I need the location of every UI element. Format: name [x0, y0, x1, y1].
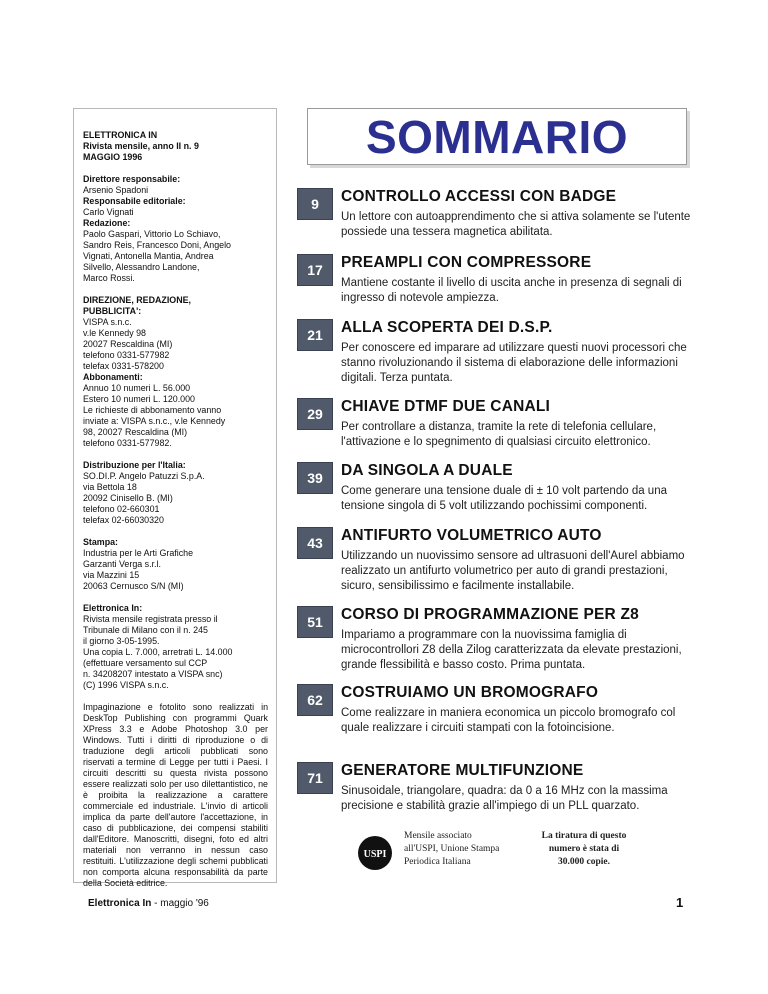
print-run-line: 30.000 copie.: [558, 857, 610, 867]
staff-block: [83, 174, 268, 284]
title-box: [307, 108, 687, 165]
article-title[interactable]: GENERATORE MULTIFUNZIONE: [341, 762, 584, 779]
redazione-line: Paolo Gaspari, Vittorio Lo Schiavo,: [83, 229, 221, 239]
abbonamenti-line: Annuo 10 numeri L. 56.000: [83, 383, 191, 393]
distribuzione-line: telefono 02-660301: [83, 504, 160, 514]
masthead-panel: [73, 108, 277, 888]
responsabile-label: Responsabile editoriale:: [83, 196, 186, 206]
page-number-badge: 9: [297, 188, 333, 220]
article-title[interactable]: ANTIFURTO VOLUMETRICO AUTO: [341, 527, 602, 544]
abbonamenti-line: inviate a: VISPA s.n.c., v.le Kennedy: [83, 416, 226, 426]
footer-date: - maggio '96: [151, 898, 209, 909]
direzione-line: telefax 0331-578200: [83, 361, 164, 371]
uspi-line: Periodica Italiana: [404, 857, 471, 867]
article-title[interactable]: CORSO DI PROGRAMMAZIONE PER Z8: [341, 606, 639, 623]
article-title[interactable]: CONTROLLO ACCESSI CON BADGE: [341, 188, 617, 205]
stampa-line: Garzanti Verga s.r.l.: [83, 559, 161, 569]
direzione-line: v.le Kennedy 98: [83, 328, 146, 338]
registration-line: (effettuare versamento sul CCP: [83, 658, 208, 668]
page-title: SOMMARIO: [365, 110, 629, 163]
uspi-line: Mensile associato: [404, 831, 472, 841]
uspi-line: all'USPI, Unione Stampa: [404, 844, 500, 854]
article-description: Per conoscere ed imparare ad utilizzare questi nuovi processori che stanno rivoluzionando il sistema di elaborazione delle informazioni digitali. Terza puntata.: [341, 342, 687, 384]
direttore-name: Arsenio Spadoni: [83, 185, 149, 195]
distribuzione-line: SO.DI.P. Angelo Patuzzi S.p.A.: [83, 471, 205, 481]
registration-line: Una copia L. 7.000, arretrati L. 14.000: [83, 647, 233, 657]
stampa-line: via Mazzini 15: [83, 570, 140, 580]
masthead-header: [83, 130, 268, 163]
distribuzione-line: via Bettola 18: [83, 482, 137, 492]
uspi-logo-icon: [357, 835, 393, 871]
magazine-issue: Rivista mensile, anno II n. 9: [83, 141, 199, 151]
registration-block: [83, 603, 268, 691]
redazione-line: Vignati, Antonella Mantia, Andrea: [83, 251, 214, 261]
legal-notice: [83, 702, 268, 889]
distribuzione-label: Distribuzione per l'Italia:: [83, 460, 186, 470]
article-description: Impariamo a programmare con la nuovissima famiglia di microcontrollori Z8 della Zilog caratterizzata da elevate prestazioni, grande flessibilità e basso costo. Prima puntata.: [341, 629, 682, 671]
registration-line: (C) 1996 VISPA s.n.c.: [83, 680, 169, 690]
direzione-line: telefono 0331-577982: [83, 350, 170, 360]
uspi-text: [404, 830, 499, 869]
magazine-date: MAGGIO 1996: [83, 152, 143, 162]
legal-notice-text: Impaginazione e fotolito sono realizzati in DeskTop Publishing con programmi Quark XPress 3.3 e Adobe Photoshop 3.0 per Windows. Tutti i diritti di riproduzione o di traduzione degli articoli pubblicati sono riservati a termine di Legge per tutti i Paesi. I circuiti descritti su questa rivista possono essere realizzati solo per uso dilettantistico, ne è proibita la realizzazione a carattere commerciale ed industriale. L'invio di articoli implica da parte dell'autore l'accettazione, in caso di pubblicazione, dei compensi stabiliti dall'Editore. Manoscritti, disegni, foto ed altri materiali non verranno in nessun caso restituiti. L'utilizzazione degli schemi pubblicati non comporta alcuna responsabilità da parte della Società editrice.: [83, 702, 268, 888]
footer-brand: Elettronica In: [88, 898, 152, 909]
page-number-badge: 17: [297, 254, 333, 286]
abbonamenti-line: 98, 20027 Rescaldina (MI): [83, 427, 188, 437]
page-number-badge: 51: [297, 606, 333, 638]
article-title[interactable]: COSTRUIAMO UN BROMOGRAFO: [341, 684, 599, 701]
direttore-label: Direttore responsabile:: [83, 174, 181, 184]
stampa-line: Industria per le Arti Grafiche: [83, 548, 194, 558]
print-run-line: numero è stata di: [548, 844, 620, 854]
print-run-line: La tiratura di questo: [541, 831, 627, 841]
article-description: Un lettore con autoapprendimento che si attiva solamente se l'utente possiede una tessera magnetica abilitata.: [341, 211, 691, 238]
uspi-logo-text: USPI: [363, 849, 387, 860]
article-description: Mantiene costante il livello di uscita anche in presenza di segnali di ingresso di notevole ampiezza.: [341, 277, 682, 304]
article-title[interactable]: CHIAVE DTMF DUE CANALI: [341, 398, 551, 415]
registration-line: n. 34208207 intestato a VISPA snc): [83, 669, 223, 679]
article-title[interactable]: ALLA SCOPERTA DEI D.S.P.: [341, 319, 553, 336]
article-description: Utilizzando un nuovissimo sensore ad ultrasuoni dell'Aurel abbiamo realizzato un antifurto volumetrico per auto di grandi prestazioni, sicuro, sensibilissimo e facilmente installabile.: [341, 550, 685, 592]
print-run-note: [529, 830, 639, 869]
registration-line: Rivista mensile registrata presso il: [83, 614, 218, 624]
registration-line: il giorno 3-05-1995.: [83, 636, 160, 646]
abbonamenti-line: Le richieste di abbonamento vanno: [83, 405, 222, 415]
article-description: Per controllare a distanza, tramite la rete di telefonia cellulare, l'attivazione e lo spegnimento di qualsiasi circuito elettronico.: [341, 421, 657, 448]
magazine-name: ELETTRONICA IN: [83, 130, 158, 140]
distribuzione-block: [83, 460, 268, 526]
page-number-badge: 39: [297, 462, 333, 494]
uspi-block: [357, 830, 657, 878]
direzione-block: [83, 295, 268, 449]
page-number-badge: 21: [297, 319, 333, 351]
article-description: Come realizzare in maniera economica un piccolo bromografo col quale realizzare i circuiti stampati con la fotoincisione.: [341, 707, 676, 734]
direzione-label: PUBBLICITA':: [83, 306, 142, 316]
redazione-line: Marco Rossi.: [83, 273, 135, 283]
page-number-badge: 29: [297, 398, 333, 430]
page-number: 1: [676, 895, 684, 910]
redazione-label: Redazione:: [83, 218, 131, 228]
abbonamenti-line: Estero 10 numeri L. 120.000: [83, 394, 195, 404]
stampa-line: 20063 Cernusco S/N (MI): [83, 581, 184, 591]
direzione-label: DIREZIONE, REDAZIONE,: [83, 295, 191, 305]
direzione-line: VISPA s.n.c.: [83, 317, 132, 327]
abbonamenti-line: telefono 0331-577982.: [83, 438, 172, 448]
distribuzione-line: telefax 02-66030320: [83, 515, 164, 525]
responsabile-name: Carlo Vignati: [83, 207, 134, 217]
article-title[interactable]: PREAMPLI CON COMPRESSORE: [341, 254, 592, 271]
page-number-badge: 71: [297, 762, 333, 794]
distribuzione-line: 20092 Cinisello B. (MI): [83, 493, 173, 503]
page-number-badge: 62: [297, 684, 333, 716]
footer-credit: [88, 898, 209, 909]
article-title[interactable]: DA SINGOLA A DUALE: [341, 462, 513, 479]
article-description: Come generare una tensione duale di ± 10 volt partendo da una tensione singola di 5 volt utilizzando pochissimi componenti.: [341, 485, 667, 512]
redazione-line: Silvello, Alessandro Landone,: [83, 262, 200, 272]
elettronica-label: Elettronica In:: [83, 603, 143, 613]
stampa-label: Stampa:: [83, 537, 119, 547]
registration-line: Tribunale di Milano con il n. 245: [83, 625, 208, 635]
abbonamenti-label: Abbonamenti:: [83, 372, 143, 382]
page-number-badge: 43: [297, 527, 333, 559]
redazione-line: Sandro Reis, Francesco Doni, Angelo: [83, 240, 231, 250]
direzione-line: 20027 Rescaldina (MI): [83, 339, 173, 349]
stampa-block: [83, 537, 268, 592]
article-description: Sinusoidale, triangolare, quadra: da 0 a 16 MHz con la massima precisione e stabilità grazie all'impiego di un PLL quarzato.: [341, 785, 668, 812]
